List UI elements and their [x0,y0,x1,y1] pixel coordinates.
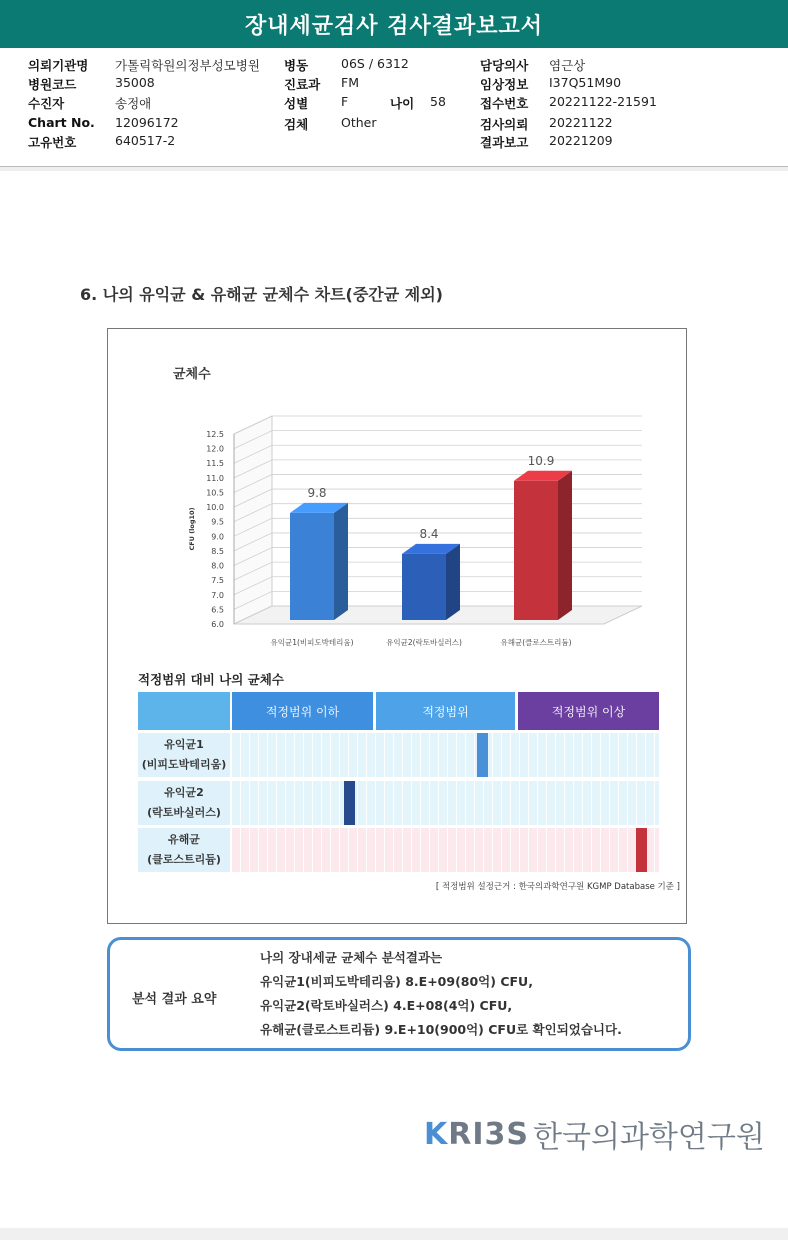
chart-frame [107,328,687,924]
bar-value-label: 9.8 [307,485,327,500]
range-row-name-2: 유익균2 [164,786,204,799]
bar-front [290,513,334,620]
kribs-logo [424,1112,765,1156]
range-row-sub-2: (락토바실러스) [147,806,221,819]
range-row-name-3: 유해균 [168,833,200,846]
range-header-normal: 적정범위 [376,692,515,730]
summary-line-4: 유해균(클로스트리듐) 9.E+10(900억) CFU로 확인되었습니다. [260,1022,622,1037]
hospital-code-label: 병원코드 [28,77,77,92]
y-tick-label: 12.5 [206,430,224,439]
doctor: 염근상 [549,58,586,73]
bar-side [334,503,348,620]
summary-lines [260,946,622,1042]
x-category-label: 유해균(클로스트리듐) [500,638,572,647]
receipt-no: 20221122-21591 [549,94,657,109]
y-tick-label: 11.0 [206,473,224,483]
y-tick-label: 11.5 [206,459,224,469]
specimen-label: 검체 [284,117,309,132]
chart-no-label: Chart No. [28,115,95,130]
bottom-band [0,1228,788,1240]
clinical-label: 임상정보 [480,77,529,92]
range-track-3 [232,828,659,872]
bar-front [514,481,558,620]
report-date: 20221209 [549,133,613,148]
y-tick-label: 12.0 [206,444,224,454]
logo-mark-rest: RI3S [448,1116,529,1152]
range-header-above: 적정범위 이상 [518,692,659,730]
range-row-sub-1: (비피도박테리움) [141,758,227,771]
summary-line-2: 유익균1(비피도박테리움) 8.E+09(80억) CFU, [260,974,533,989]
y-tick-label: 9.0 [211,532,224,542]
dept: FM [341,75,359,90]
summary-box [107,937,691,1051]
summary-line-3: 유익균2(락토바실러스) 4.E+08(4억) CFU, [260,998,513,1013]
gridline [234,460,642,478]
clinical: I37Q51M90 [549,75,622,90]
gridline [234,489,642,507]
range-row-label-1 [138,733,230,778]
bar-side [558,471,572,620]
range-row-name-1: 유익균1 [164,738,204,751]
y-tick-label: 8.0 [211,561,224,571]
patient-info-panel [0,48,788,167]
receipt-label: 접수번호 [480,96,529,111]
ward: 06S / 6312 [341,56,409,71]
y-tick-label: 7.5 [211,576,224,586]
y-tick-label: 9.5 [211,517,224,527]
ward-label: 병동 [284,58,309,73]
gridline [234,474,642,492]
logo-name: 한국의과학연구원 [533,1120,765,1155]
logo-mark [424,1117,529,1152]
separator [0,167,788,171]
sex-label: 성별 [284,96,309,111]
range-title: 적정범위 대비 나의 균체수 [138,672,284,687]
range-note: [ 적정범위 설정근거 : 한국의과학연구원 KGMP Database 기준 ] [435,882,680,892]
y-tick-label: 6.5 [211,605,224,615]
gridline [234,416,642,434]
range-marker-3 [636,828,647,872]
hospital-code: 35008 [115,75,155,90]
report-title: 장내세균검사 검사결과보고서 [0,0,788,48]
bar-value-label: 8.4 [419,526,439,541]
summary-line-1: 나의 장내세균 균체수 분석결과는 [260,950,443,965]
age: 58 [430,94,446,109]
range-header-below: 적정범위 이하 [232,692,373,730]
patient-label: 수진자 [28,96,65,111]
patient-name: 송정애 [115,96,152,111]
chart-title: 균체수 [173,367,211,382]
summary-label: 분석 결과 요약 [132,992,217,1007]
sex: F [341,94,349,109]
report-label: 결과보고 [480,135,529,150]
range-track-2 [232,781,659,825]
section-title: 6. 나의 유익균 & 유해균 균체수 차트(중간균 제외) [80,285,443,304]
x-category-label: 유익균1(비피도박테리움) [270,638,354,647]
request-label: 검사의뢰 [480,117,529,132]
bar-chart [108,329,686,659]
logo-mark-k: K [424,1116,449,1152]
bar-value-label: 10.9 [527,453,555,468]
y-axis-label: CFU (log10) [188,507,196,551]
dept-label: 진료과 [284,77,321,92]
y-tick-label: 10.0 [206,503,224,513]
y-tick-label: 6.0 [211,620,224,629]
x-category-label: 유익균2(락토바실러스) [386,638,462,647]
unique-no: 640517-2 [115,133,176,148]
range-marker-2 [344,781,355,825]
unique-no-label: 고유번호 [28,135,77,150]
range-track-1 [232,733,659,777]
gridline [234,445,642,463]
hospital-name: 가톨릭학원의정부성모병원 [115,58,260,73]
chart-no: 12096172 [115,115,179,130]
request-date: 20221122 [549,115,613,130]
y-tick-label: 7.0 [211,590,224,600]
range-row-label-2 [138,781,230,826]
bar-side [446,544,460,620]
specimen: Other [341,115,377,130]
bar-front [402,554,446,620]
age-label: 나이 [390,96,415,111]
doctor-label: 담당의사 [480,58,529,73]
range-header-blank [138,692,230,730]
range-marker-1 [477,733,488,777]
range-row-label-3 [138,828,230,873]
hospital-name-label: 의뢰기관명 [28,58,89,73]
y-tick-label: 8.5 [211,546,224,556]
gridline [234,431,642,449]
chart-side-wall [234,416,272,624]
range-row-sub-3: (클로스트리듐) [147,853,221,866]
y-tick-label: 10.5 [206,488,224,498]
